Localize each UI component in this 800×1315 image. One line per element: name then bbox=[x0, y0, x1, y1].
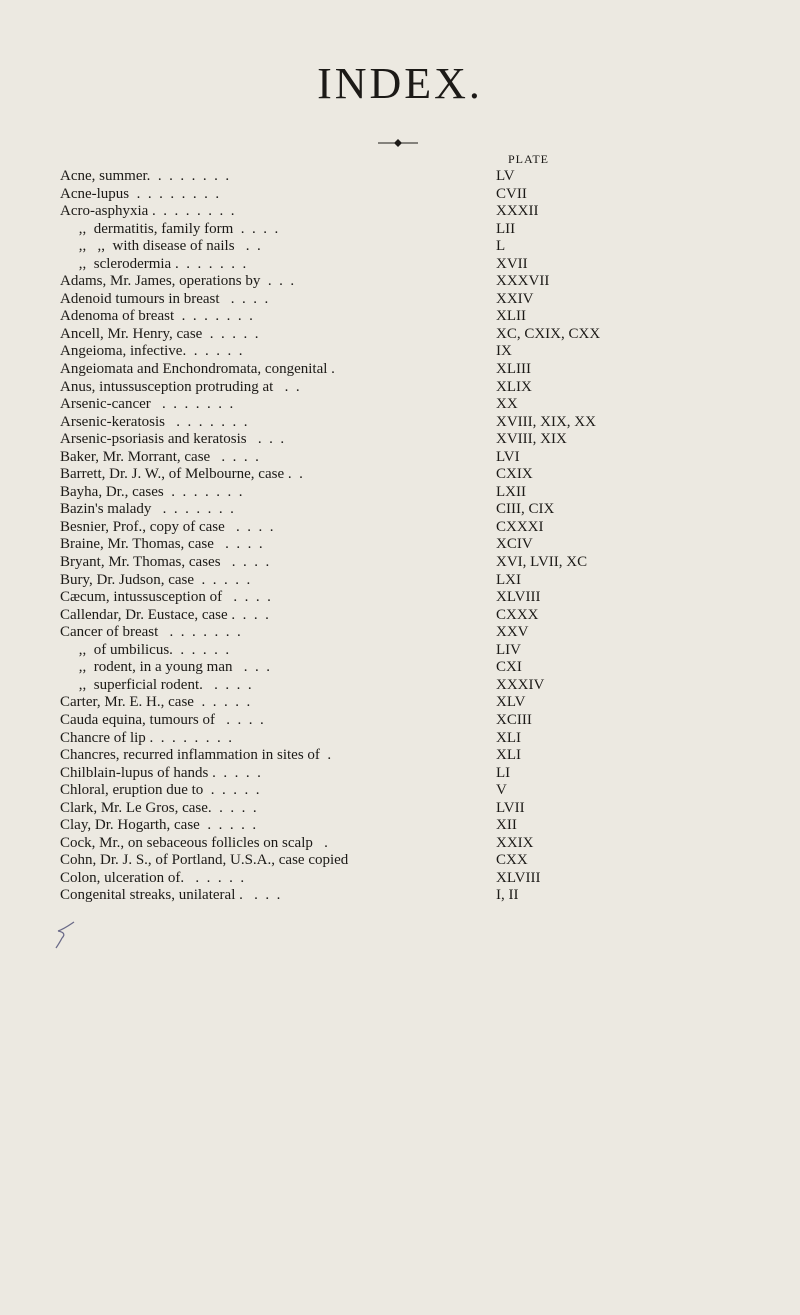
entry-term: Carter, Mr. E. H., case . . . . . bbox=[60, 694, 251, 711]
entry-term: Cauda equina, tumours of . . . . bbox=[60, 711, 264, 728]
index-entry bbox=[0, 484, 800, 502]
entry-plate-ref: CXX bbox=[496, 852, 528, 869]
entry-term: ,, superficial rodent. . . . . bbox=[60, 676, 252, 693]
entry-term: Chancres, recurred inflammation in sites of . bbox=[60, 747, 332, 764]
index-entry bbox=[0, 887, 800, 905]
entry-term: Arsenic-psoriasis and keratosis . . . bbox=[60, 431, 285, 448]
entry-plate-ref: XVIII, XIX, XX bbox=[496, 413, 596, 430]
entry-plate-ref: XXV bbox=[496, 624, 529, 641]
index-entry bbox=[0, 677, 800, 695]
entry-plate-ref: IX bbox=[496, 343, 512, 360]
entry-term: ,, dermatitis, family form . . . . bbox=[60, 220, 279, 237]
plate-column-heading: PLATE bbox=[508, 152, 549, 166]
entry-term: Callendar, Dr. Eustace, case . . . . bbox=[60, 606, 269, 623]
entry-term: ,, ,, with disease of nails . . bbox=[60, 238, 261, 255]
entry-term: Acne, summer. . . . . . . . bbox=[60, 168, 230, 184]
entry-term: Baker, Mr. Morrant, case . . . . bbox=[60, 448, 259, 465]
entry-term: Chilblain-lupus of hands . . . . . bbox=[60, 764, 261, 781]
entry-term: Clark, Mr. Le Gros, case. . . . . bbox=[60, 799, 257, 816]
entry-term: Bury, Dr. Judson, case . . . . . bbox=[60, 571, 251, 588]
index-entry bbox=[0, 607, 800, 625]
entry-term: Bazin's malady . . . . . . . bbox=[60, 501, 234, 518]
index-entry bbox=[0, 730, 800, 748]
entry-plate-ref: V bbox=[496, 782, 507, 799]
index-entry bbox=[0, 343, 800, 361]
index-entry bbox=[0, 221, 800, 239]
entry-term: Clay, Dr. Hogarth, case . . . . . bbox=[60, 817, 257, 834]
entry-term: Ancell, Mr. Henry, case . . . . . bbox=[60, 325, 259, 342]
entry-plate-ref: XLII bbox=[496, 308, 526, 325]
entry-term: Congenital streaks, unilateral . . . . bbox=[60, 887, 281, 904]
entry-plate-ref: LIV bbox=[496, 641, 521, 658]
index-entry bbox=[0, 712, 800, 730]
entry-plate-ref: XLV bbox=[496, 694, 526, 711]
index-entry bbox=[0, 835, 800, 853]
index-entry bbox=[0, 554, 800, 572]
index-entry bbox=[0, 852, 800, 870]
entry-term: Cock, Mr., on sebaceous follicles on scalp . bbox=[60, 834, 328, 851]
entry-plate-ref: CXXX bbox=[496, 606, 539, 623]
entry-term: Anus, intussusception protruding at . . bbox=[60, 378, 300, 395]
entry-term: Angeiomata and Enchondromata, congenital . bbox=[60, 361, 335, 378]
index-entry bbox=[0, 431, 800, 449]
index-entry bbox=[0, 782, 800, 800]
index-entry bbox=[0, 800, 800, 818]
index-entry bbox=[0, 273, 800, 291]
entry-term: Acro-asphyxia . . . . . . . . bbox=[60, 203, 235, 220]
entry-plate-ref: XC, CXIX, CXX bbox=[496, 325, 601, 342]
entry-term: Cæcum, intussusception of . . . . bbox=[60, 589, 271, 606]
entry-plate-ref: I, II bbox=[496, 887, 519, 904]
entry-term: Bryant, Mr. Thomas, cases . . . . bbox=[60, 554, 270, 571]
entry-term: Arsenic-cancer . . . . . . . bbox=[60, 396, 234, 413]
entry-plate-ref: XII bbox=[496, 817, 517, 834]
index-entry bbox=[0, 291, 800, 309]
entry-plate-ref: CXXXI bbox=[496, 518, 544, 535]
index-entry bbox=[0, 519, 800, 537]
entry-plate-ref: LV bbox=[496, 168, 515, 184]
index-entry bbox=[0, 168, 800, 186]
ornament-rule bbox=[378, 138, 418, 148]
entry-term: Cohn, Dr. J. S., of Portland, U.S.A., case copied bbox=[60, 852, 349, 869]
entry-plate-ref: LII bbox=[496, 220, 516, 237]
entry-term: ,, sclerodermia . . . . . . . bbox=[60, 255, 247, 272]
entry-term: Barrett, Dr. J. W., of Melbourne, case . . bbox=[60, 466, 303, 483]
entry-plate-ref: XVI, LVII, XC bbox=[496, 554, 588, 571]
index-entry bbox=[0, 203, 800, 221]
entry-plate-ref: LI bbox=[496, 764, 511, 781]
index-entry bbox=[0, 589, 800, 607]
entry-plate-ref: XVIII, XIX bbox=[496, 431, 567, 448]
index-entry bbox=[0, 694, 800, 712]
entry-term: Adenoid tumours in breast . . . . bbox=[60, 290, 269, 307]
entry-plate-ref: CVII bbox=[496, 185, 527, 202]
entry-plate-ref: CIII, CIX bbox=[496, 501, 555, 518]
index-entries bbox=[0, 168, 800, 905]
index-entry bbox=[0, 238, 800, 256]
index-entry bbox=[0, 501, 800, 519]
entry-term: Bayha, Dr., cases . . . . . . . bbox=[60, 483, 243, 500]
index-entry bbox=[0, 449, 800, 467]
index-entry bbox=[0, 536, 800, 554]
entry-plate-ref: XX bbox=[496, 396, 518, 413]
entry-plate-ref: XXIX bbox=[496, 834, 534, 851]
index-entry bbox=[0, 256, 800, 274]
entry-plate-ref: XLVIII bbox=[496, 869, 541, 886]
entry-term: Braine, Mr. Thomas, case . . . . bbox=[60, 536, 263, 553]
entry-plate-ref: CXI bbox=[496, 659, 522, 676]
entry-term: ,, of umbilicus. . . . . . bbox=[60, 641, 230, 658]
index-entry bbox=[0, 659, 800, 677]
entry-term: Besnier, Prof., copy of case . . . . bbox=[60, 518, 274, 535]
entry-term: Arsenic-keratosis . . . . . . . bbox=[60, 413, 248, 430]
entry-term: Cancer of breast . . . . . . . bbox=[60, 624, 241, 641]
entry-term: ,, rodent, in a young man . . . bbox=[60, 659, 270, 676]
entry-term: Angeioma, infective. . . . . . bbox=[60, 343, 243, 360]
entry-plate-ref: XXXIV bbox=[496, 676, 545, 693]
entry-plate-ref: LXI bbox=[496, 571, 521, 588]
entry-term: Adams, Mr. James, operations by . . . bbox=[60, 273, 295, 290]
entry-plate-ref: LVI bbox=[496, 448, 520, 465]
index-entry bbox=[0, 817, 800, 835]
entry-plate-ref: XLIII bbox=[496, 361, 531, 378]
entry-term: Chancre of lip . . . . . . . . bbox=[60, 729, 233, 746]
entry-plate-ref: XCIII bbox=[496, 711, 532, 728]
margin-pencil-mark bbox=[54, 920, 76, 950]
entry-plate-ref: XLVIII bbox=[496, 589, 541, 606]
index-entry bbox=[0, 326, 800, 344]
entry-plate-ref: LXII bbox=[496, 483, 526, 500]
entry-plate-ref: XLI bbox=[496, 729, 521, 746]
entry-plate-ref: XVII bbox=[496, 255, 528, 272]
index-entry bbox=[0, 396, 800, 414]
entry-term: Colon, ulceration of. . . . . . bbox=[60, 869, 245, 886]
entry-plate-ref: XXIV bbox=[496, 290, 534, 307]
entry-term: Chloral, eruption due to . . . . . bbox=[60, 782, 260, 799]
index-entry bbox=[0, 379, 800, 397]
index-entry bbox=[0, 572, 800, 590]
index-entry bbox=[0, 308, 800, 326]
entry-term: Acne-lupus . . . . . . . . bbox=[60, 185, 220, 202]
index-entry bbox=[0, 186, 800, 204]
index-entry bbox=[0, 466, 800, 484]
entry-plate-ref: XLI bbox=[496, 747, 521, 764]
entry-plate-ref: CXIX bbox=[496, 466, 533, 483]
index-entry bbox=[0, 414, 800, 432]
index-entry bbox=[0, 361, 800, 379]
entry-plate-ref: L bbox=[496, 238, 506, 255]
entry-term: Adenoma of breast . . . . . . . bbox=[60, 308, 253, 325]
entry-plate-ref: XLIX bbox=[496, 378, 532, 395]
entry-plate-ref: LVII bbox=[496, 799, 525, 816]
page-title: INDEX. bbox=[317, 59, 483, 108]
index-entry bbox=[0, 747, 800, 765]
entry-plate-ref: XXXII bbox=[496, 203, 539, 220]
index-entry bbox=[0, 642, 800, 660]
entry-plate-ref: XXXVII bbox=[496, 273, 550, 290]
index-entry bbox=[0, 624, 800, 642]
entry-plate-ref: XCIV bbox=[496, 536, 533, 553]
index-entry bbox=[0, 870, 800, 888]
index-entry bbox=[0, 765, 800, 783]
